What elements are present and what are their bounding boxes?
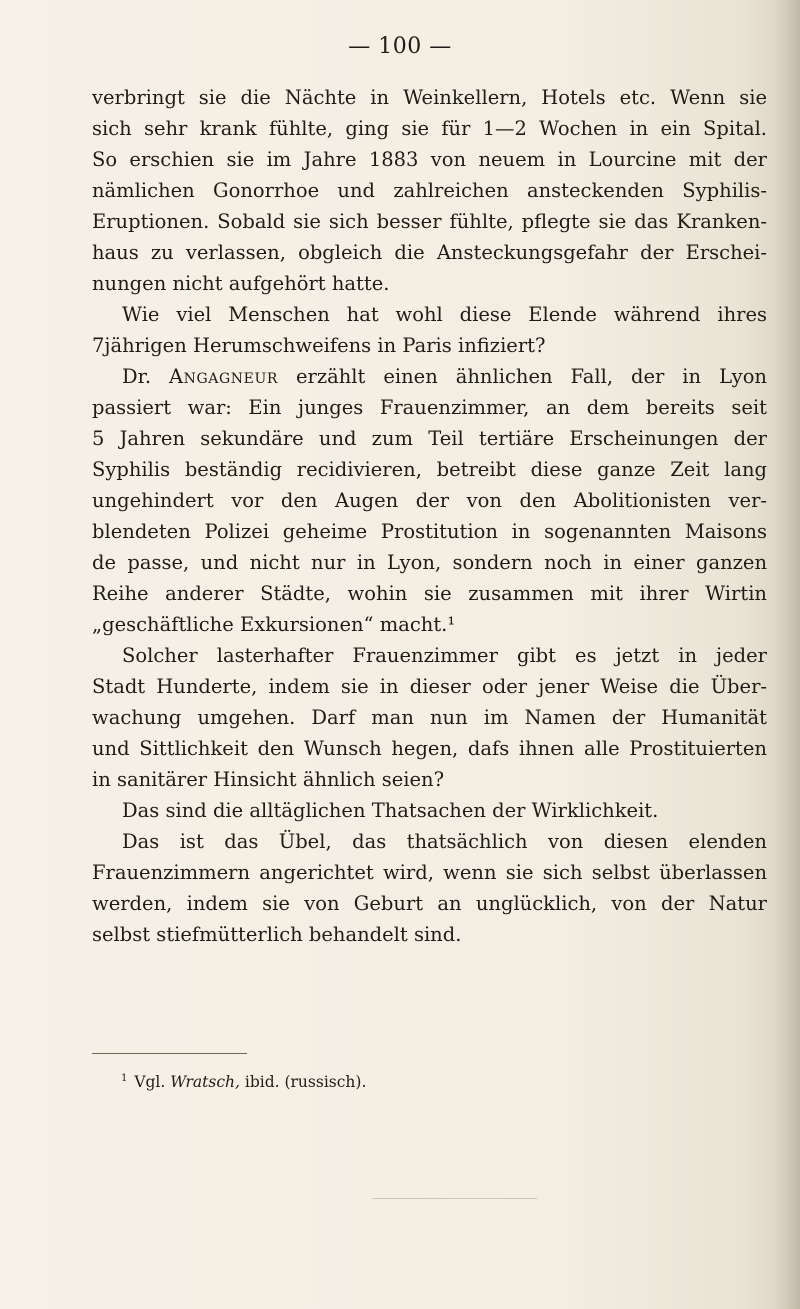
footnote-author: Wratsch,: [170, 1073, 240, 1091]
text-line: nämlichen Gonorrhoe und zahlreichen ansteckenden Syphilis-: [92, 179, 767, 202]
page-edge-shadow: [772, 0, 800, 1309]
text-line: Das ist das Übel, das thatsächlich von diesen elenden: [122, 830, 767, 853]
text-line: Stadt Hunderte, indem sie in dieser oder jener Weise die Über-: [92, 675, 767, 698]
text-line: „geschäftliche Exkursionen“ macht.¹: [92, 613, 456, 636]
text-line: 7jährigen Herumschweifens in Paris infiziert?: [92, 334, 546, 357]
text-line: Solcher lasterhafter Frauenzimmer gibt es jetzt in jeder: [122, 644, 767, 667]
text-line: Frauenzimmern angerichtet wird, wenn sie sich selbst überlassen: [92, 861, 767, 884]
footnote-rest: ibid. (russisch).: [244, 1073, 367, 1091]
text-line: Syphilis beständig recidivieren, betreibt diese ganze Zeit lang: [92, 458, 767, 481]
text-line: Das sind die alltäglichen Thatsachen der Wirklichkeit.: [122, 799, 659, 822]
text-line: passiert war: Ein junges Frauenzimmer, an dem bereits seit: [92, 396, 767, 419]
text-line: Wie viel Menschen hat wohl diese Elende während ihres: [122, 303, 767, 326]
text-line: haus zu verlassen, obgleich die Ansteckungsgefahr der Erschei-: [92, 241, 767, 264]
text-line: Reihe anderer Städte, wohin sie zusammen mit ihrer Wirtin: [92, 582, 767, 605]
footnote: [121, 1069, 366, 1092]
footnote-marker: 1: [121, 1073, 128, 1084]
text-line: nungen nicht aufgehört hatte.: [92, 272, 390, 295]
footnote-prefix: Vgl.: [134, 1073, 166, 1091]
author-name-angagneur: Angagneur: [168, 365, 279, 388]
text-line: Eruptionen. Sobald sie sich besser fühlte, pflegte sie das Kranken-: [92, 210, 767, 233]
text-line: wachung umgehen. Darf man nun im Namen der Humanität: [92, 706, 767, 729]
text-line: verbringt sie die Nächte in Weinkellern, Hotels etc. Wenn sie: [92, 86, 767, 109]
text-line: blendeten Polizei geheime Prostitution in sogenannten Maisons: [92, 520, 767, 543]
text-line: selbst stiefmütterlich behandelt sind.: [92, 923, 462, 946]
text-line: sich sehr krank fühlte, ging sie für 1—2 Wochen in ein Spital.: [92, 117, 767, 140]
footnote-divider: [92, 1053, 247, 1054]
page-number: — 100 —: [348, 34, 452, 59]
text-line: 5 Jahren sekundäre und zum Teil tertiäre Erscheinungen der: [92, 427, 767, 450]
text-line: de passe, und nicht nur in Lyon, sondern noch in einer ganzen: [92, 551, 767, 574]
text-line: und Sittlichkeit den Wunsch hegen, dafs ihnen alle Prostituierten: [92, 737, 767, 760]
main-text: [92, 82, 767, 950]
text-line: Dr. Angagneur erzählt einen ähnlichen Fall, der in Lyon: [122, 365, 767, 388]
text-line: So erschien sie im Jahre 1883 von neuem in Lourcine mit der: [92, 148, 767, 171]
text-line: ungehindert vor den Augen der von den Abolitionisten ver-: [92, 489, 767, 512]
text-line: in sanitärer Hinsicht ähnlich seien?: [92, 768, 445, 791]
faint-scan-mark: [372, 1198, 537, 1199]
text-line: werden, indem sie von Geburt an unglücklich, von der Natur: [92, 892, 767, 915]
